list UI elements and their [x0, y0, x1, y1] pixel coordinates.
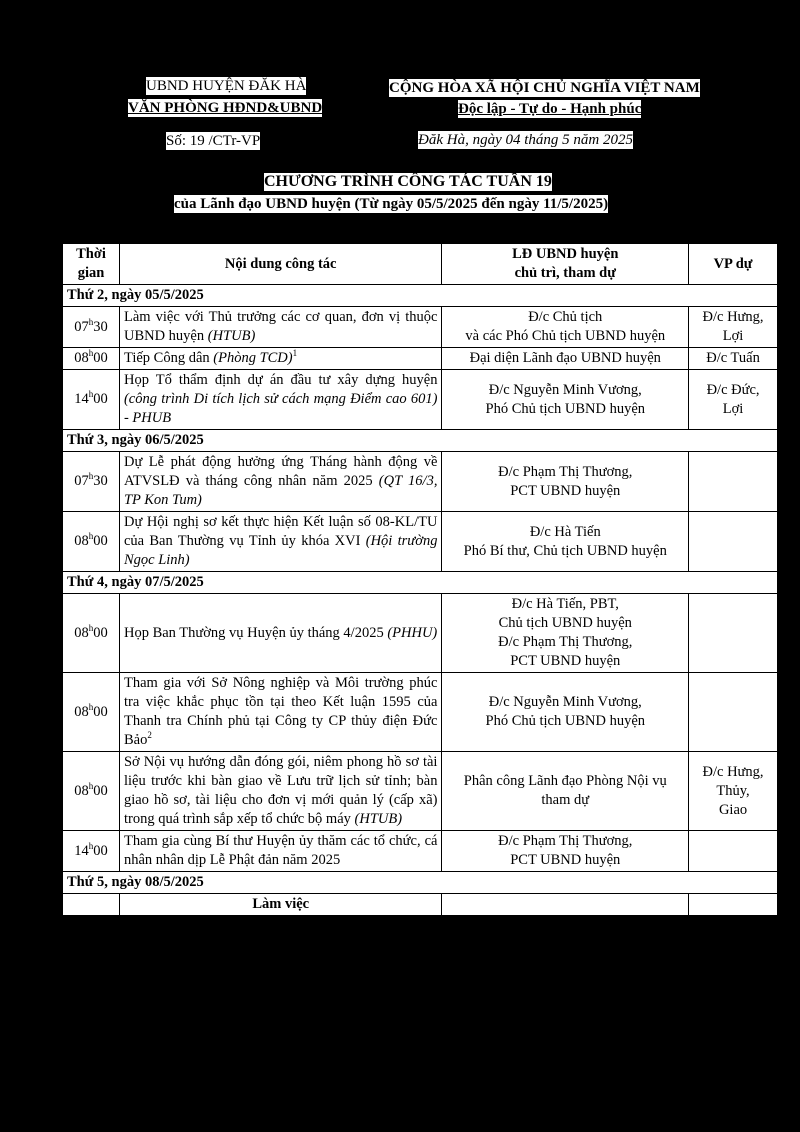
content-cell — [119, 452, 441, 512]
table-row — [63, 452, 778, 512]
content-place: (công trình Di tích lịch sử cách mạng Điểm cao 601) - PHUB — [123, 391, 438, 426]
lead-cell — [442, 894, 689, 916]
lead-text: Đ/c Hà Tiến — [529, 523, 601, 540]
time-hour: 08 — [74, 782, 89, 799]
vp-text: Đ/c Tuấn — [706, 350, 760, 366]
vp-text: Thủy, — [716, 782, 750, 799]
lead-text: và các Phó Chủ tịch UBND huyện — [465, 328, 666, 344]
place-date: Đăk Hà, ngày 04 tháng 5 năm 2025 — [418, 132, 633, 148]
time-minute: 00 — [93, 391, 108, 407]
day-row — [63, 430, 778, 452]
lead-text: tham dự — [541, 792, 590, 808]
lead-cell — [442, 348, 689, 370]
lead-cell — [442, 831, 689, 872]
lead-text: Phó Chủ tịch UBND huyện — [485, 400, 646, 417]
content-text: Tham gia với Sở Nông nghiệp và Môi trường phúc tra việc khắc phục tồn tại theo Kết luận 1595 của Thanh tra Chính phủ tại Công ty CP thủy điện Đức Bảo — [123, 675, 438, 748]
vp-text: Lợi — [722, 328, 744, 344]
time-cell — [63, 307, 120, 348]
vp-cell — [689, 348, 778, 370]
content-text: Làm việc với Thủ trưởng các cơ quan, đơn vị thuộc UBND huyện — [123, 309, 438, 344]
time-cell — [63, 348, 120, 370]
time-h-mark: h — [88, 780, 94, 791]
table-row — [63, 348, 778, 370]
content-text: Sở Nội vụ hướng dẫn đóng gói, niêm phong hồ sơ tài liệu trước khi bàn giao về Lưu trữ lịch sử tỉnh; bàn giao hồ sơ, tài liệu cho đơn vị mới quản lý (cấp xã) trong quá trình sắp xếp tổ chức bộ máy — [123, 754, 438, 827]
lead-cell — [442, 370, 689, 430]
day-row — [63, 285, 778, 307]
lead-text: Đ/c Phạm Thị Thương, — [498, 833, 633, 849]
content-cell — [119, 348, 441, 370]
time-minute: 00 — [93, 782, 108, 799]
content-place: (Phòng TCD) — [213, 350, 293, 366]
lead-text: Chủ tịch UBND huyện — [498, 615, 632, 631]
content-text: Tiếp Công dân — [123, 350, 214, 366]
lead-text: Đ/c Nguyễn Minh Vương, — [488, 381, 642, 398]
content-cell — [119, 512, 441, 572]
lead-text: Đ/c Chủ tịch — [528, 309, 603, 325]
time-hour: 07 — [74, 318, 89, 335]
time-minute: 00 — [93, 533, 108, 549]
vp-text: Đ/c Hưng, — [702, 309, 764, 325]
time-cell — [63, 512, 120, 572]
time-h-mark: h — [88, 316, 94, 327]
vp-text: Đ/c Đức, — [706, 381, 760, 398]
table-row — [63, 594, 778, 673]
content-cell — [119, 370, 441, 430]
time-hour: 14 — [74, 842, 89, 859]
lead-text: Đ/c Nguyễn Minh Vương, — [488, 694, 642, 710]
content-text: Tham gia cùng Bí thư Huyện ủy thăm các tổ chức, cá nhân nhân dịp Lễ Phật đản năm 2025 — [123, 833, 438, 868]
time-cell — [63, 673, 120, 752]
time-h-mark: h — [88, 701, 94, 712]
content-cell — [119, 752, 441, 831]
content-text: Họp Ban Thường vụ Huyện ủy tháng 4/2025 — [123, 624, 388, 641]
vp-cell — [689, 831, 778, 872]
content-cell — [119, 673, 441, 752]
day-row — [63, 572, 778, 594]
day-label: Thứ 2, ngày 05/5/2025 — [63, 285, 778, 307]
time-cell — [63, 831, 120, 872]
day-row — [63, 872, 778, 894]
vp-text: Lợi — [722, 400, 744, 417]
nation-name: CỘNG HÒA XÃ HỘI CHỦ NGHĨA VIỆT NAM — [389, 80, 700, 96]
vp-cell — [689, 594, 778, 673]
document-subtitle: của Lãnh đạo UBND huyện (Từ ngày 05/5/2025 đến ngày 11/5/2025) — [174, 196, 609, 212]
time-h-mark: h — [88, 348, 94, 359]
lead-text: Đ/c Phạm Thị Thương, — [498, 634, 633, 650]
time-h-mark: h — [88, 840, 94, 851]
time-minute: 00 — [93, 703, 108, 720]
motto: Độc lập - Tự do - Hạnh phúc — [458, 101, 642, 117]
time-cell — [63, 370, 120, 430]
vp-text: Đ/c Hưng, — [702, 763, 764, 780]
time-minute: 00 — [93, 624, 108, 641]
time-hour: 08 — [74, 533, 89, 549]
content-text: Dự Lễ phát động hưởng ứng Tháng hành động về ATVSLĐ và tháng công nhân năm 2025 — [123, 454, 438, 489]
time-cell — [63, 894, 120, 916]
table-row — [63, 512, 778, 572]
lead-cell — [442, 512, 689, 572]
vp-cell — [689, 512, 778, 572]
table-row — [63, 894, 778, 916]
vp-cell — [689, 307, 778, 348]
header-vp: VP dự — [689, 244, 778, 285]
time-h-mark: h — [88, 471, 94, 482]
time-h-mark: h — [88, 389, 94, 400]
lead-text: Phó Bí thư, Chủ tịch UBND huyện — [463, 542, 667, 559]
org-name-line2: VĂN PHÒNG HĐND&UBND — [128, 100, 323, 116]
lead-cell — [442, 307, 689, 348]
time-cell — [63, 594, 120, 673]
header-content: Nội dung công tác — [119, 244, 441, 285]
header-lead: LĐ UBND huyện chủ trì, tham dự — [442, 244, 689, 285]
org-name-line1: UBND HUYỆN ĐĂK HÀ — [146, 78, 307, 94]
footnote-ref: 1 — [292, 348, 298, 359]
vp-cell — [689, 452, 778, 512]
vp-cell — [689, 894, 778, 916]
content-cell — [119, 594, 441, 673]
footnote-ref: 2 — [147, 730, 152, 741]
lead-text: Phó Chủ tịch UBND huyện — [485, 713, 646, 729]
time-cell — [63, 752, 120, 831]
table-row — [63, 307, 778, 348]
day-label: Thứ 4, ngày 07/5/2025 — [63, 572, 778, 594]
content-cell — [119, 894, 441, 916]
day-label: Thứ 3, ngày 06/5/2025 — [63, 430, 778, 452]
lead-cell — [442, 673, 689, 752]
vp-cell — [689, 752, 778, 831]
content-text: Làm việc — [252, 896, 310, 912]
content-place: (HTUB) — [354, 811, 403, 827]
table-row — [63, 673, 778, 752]
time-hour: 08 — [74, 703, 89, 720]
time-hour: 14 — [74, 391, 89, 407]
time-hour: 07 — [74, 473, 89, 489]
lead-cell — [442, 594, 689, 673]
vp-cell — [689, 370, 778, 430]
time-minute: 00 — [93, 842, 108, 859]
lead-text: PCT UBND huyện — [510, 653, 621, 669]
lead-text: Đại diện Lãnh đạo UBND huyện — [469, 350, 661, 366]
time-cell — [63, 452, 120, 512]
content-place: (PHHU) — [387, 624, 438, 641]
lead-text: Đ/c Hà Tiến, PBT, — [511, 596, 619, 612]
content-cell — [119, 831, 441, 872]
time-minute: 30 — [93, 473, 108, 489]
time-hour: 08 — [74, 350, 89, 366]
lead-text: PCT UBND huyện — [510, 482, 621, 499]
day-label: Thứ 5, ngày 08/5/2025 — [63, 872, 778, 894]
content-cell — [119, 307, 441, 348]
content-text: Họp Tổ thẩm định dự án đầu tư xây dựng huyện — [123, 372, 438, 388]
lead-text: PCT UBND huyện — [510, 852, 621, 868]
schedule-table — [62, 243, 778, 916]
time-minute: 00 — [93, 350, 108, 366]
time-minute: 30 — [93, 318, 108, 335]
table-header-row — [63, 244, 778, 285]
content-text: Dự Hội nghị sơ kết thực hiện Kết luận số 08-KL/TU của Ban Thường vụ Tỉnh ủy khóa XVI — [123, 514, 438, 549]
lead-cell — [442, 752, 689, 831]
time-hour: 08 — [74, 624, 89, 641]
document-title: CHƯƠNG TRÌNH CÔNG TÁC TUẦN 19 — [264, 173, 552, 190]
time-h-mark: h — [88, 622, 94, 633]
lead-text: Phân công Lãnh đạo Phòng Nội vụ — [463, 773, 667, 789]
lead-cell — [442, 452, 689, 512]
doc-number: Số: 19 /CTr-VP — [166, 133, 261, 149]
vp-cell — [689, 673, 778, 752]
content-place: (HTUB) — [207, 328, 256, 344]
lead-text: Đ/c Phạm Thị Thương, — [498, 463, 633, 480]
content-place: (Hội trường Ngọc Linh) — [123, 533, 438, 568]
table-row — [63, 752, 778, 831]
content-place: (QT 16/3, TP Kon Tum) — [123, 473, 438, 508]
time-h-mark: h — [88, 531, 94, 542]
header-time: Thời gian — [63, 244, 120, 285]
vp-text: Giao — [718, 801, 748, 818]
table-row — [63, 370, 778, 430]
table-row — [63, 831, 778, 872]
